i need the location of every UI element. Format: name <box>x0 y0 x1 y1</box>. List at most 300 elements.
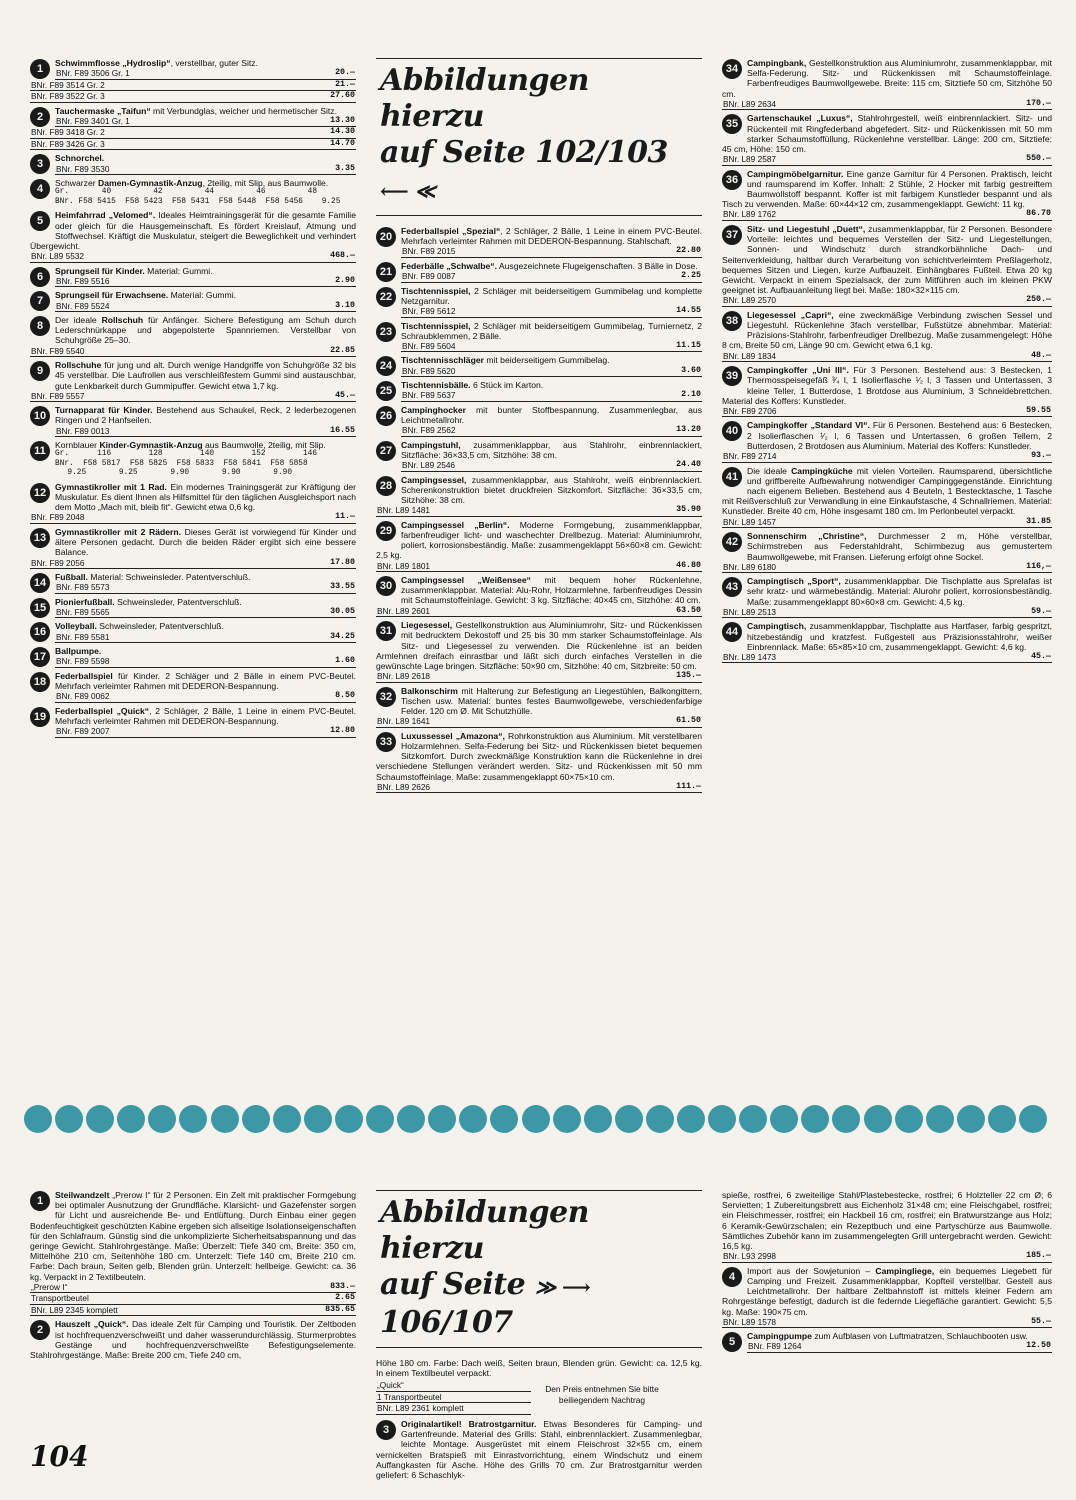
item-text: 2 Schläger mit beiderseitigem Gummibelag und komplette Netzgarnitur. <box>401 285 702 306</box>
item-text: Das ideale Zelt für Camping und Touristik. Der Zeltboden ist hochfrequenzverschweißt und daher wasserundurchlässig. Sturmerprobtes Gestänge und hochfrequenzverschweißte Befestigungselemente. Stahlrohrgestänge. Maße: Breite 200 cm, Tiefe 240 cm, <box>30 1319 356 1360</box>
item-name: Federbälle „Schwalbe“. <box>401 260 497 271</box>
catalog-item <box>722 1331 1052 1353</box>
item-number-badge: 21 <box>376 262 396 282</box>
item-number-badge: 38 <box>722 311 742 331</box>
order-number: BNr. L89 2634 <box>723 98 777 109</box>
item-text: mit beiderseitigem Gummibelag. <box>483 355 610 366</box>
price-row <box>55 607 356 619</box>
item-name: Gartenschaukel „Luxus“, <box>747 113 853 124</box>
price-row <box>401 271 702 283</box>
item-text: zum Aufblasen von Luftmatratzen, Schlauchbooten usw. <box>811 1331 1028 1342</box>
catalog-item <box>30 290 356 312</box>
dot <box>211 1105 239 1133</box>
price: 12.80 <box>330 726 355 736</box>
item-description <box>722 224 1052 295</box>
item-text: Material: Gummi. <box>144 265 213 276</box>
item-number-badge: 1 <box>30 59 50 79</box>
price-row <box>55 276 356 288</box>
header-line-1: Abbildungen hierzu <box>380 63 589 134</box>
price-row <box>722 154 1052 166</box>
price: 170.— <box>1026 98 1051 108</box>
item-number-badge: 18 <box>30 672 50 692</box>
order-number: BNr. F89 2706 <box>723 405 777 416</box>
order-number: 1 Transportbeutel <box>377 1391 442 1402</box>
dot <box>708 1105 736 1133</box>
dot <box>646 1105 674 1133</box>
item-text: , 2teilig, mit Slip, aus Baumwolle. <box>202 178 329 189</box>
catalog-item <box>30 621 356 643</box>
catalog-item <box>722 576 1052 618</box>
item-number-badge: 25 <box>376 381 396 401</box>
section-header-106-107 <box>376 1190 702 1348</box>
item-text: , 2 Schläger, 2 Bälle, 1 Leine in einem PVC-Beutel. Mehrfach verleimter Rahmen mit DEDERON-Bespannung. <box>55 705 356 726</box>
item-text: Material: Schweinsleder. Patentverschluß. <box>87 572 251 583</box>
dot <box>895 1105 923 1133</box>
dot <box>117 1105 145 1133</box>
order-number: BNr. L89 2618 <box>377 671 431 682</box>
catalog-item <box>376 731 702 794</box>
price: 22.85 <box>330 345 355 355</box>
order-number: BNr. F89 5637 <box>402 390 456 401</box>
order-number: „Quick“ <box>377 1380 404 1391</box>
price: 17.80 <box>330 557 355 567</box>
dot <box>366 1105 394 1133</box>
catalog-item <box>30 178 356 207</box>
item-text: eine zweckmäßige Verbindung zwischen Sessel und Liegestuhl. Rückenlehne 3fach verstellbar, Fußstütze abnehmbar. Material: Präzisions-Stahlrohr, farbenfreudiger Drellbezug. Maße zusammengelegt: Höhe 8 cm, Breite 50 cm, Länge 90 cm. Gewicht etwa 6,1 kg. <box>722 309 1052 351</box>
catalog-item <box>722 310 1052 362</box>
price-row <box>30 1293 356 1305</box>
catalog-item <box>30 646 356 668</box>
item-name: Fußball. <box>55 572 88 583</box>
item-number-badge: 8 <box>30 316 50 336</box>
size-table: Gr. 40 42 44 46 48 BNr. F58 5415 F58 5423 F58 5431 F58 5448 F58 5456 9.25 <box>55 188 341 206</box>
item-text: Für 6 Personen. Bestehend aus: 6 Bestecken, 2 Isolierflaschen ¹⁄₂ l, 6 Tassen und Untertassen, 6 großen Tellern, 2 Butterdosen, 2 Brotdosen aus Aluminium. Material des Koffers: Kunstleder. <box>747 420 1052 451</box>
price: 3.10 <box>335 300 355 310</box>
item-text: Schweinsleder, Patentverschluß. <box>96 621 224 632</box>
catalog-item <box>722 466 1052 529</box>
item-number-badge: 15 <box>30 598 50 618</box>
item-number-badge: 31 <box>376 621 396 641</box>
order-number: BNr. L89 2546 <box>402 460 456 471</box>
price: 24.40 <box>676 460 701 470</box>
price: 2.25 <box>681 271 701 281</box>
price: 2.10 <box>681 390 701 400</box>
item-text: Eine ganze Garnitur für 4 Personen. Praktisch, leicht und raumsparend im Koffer. Inhalt: 2 Stühle, 2 Hocker mit farbig gestreiftem Baumwollstoff bespannt. Koffer ist mit farbigem Kunstleder bespannt und als Tisch zu verwenden. Maße: 60×44×12 cm, zusammengeklappt. Gewicht: 11 kg. <box>722 168 1052 210</box>
item-number-badge: 26 <box>376 406 396 426</box>
item-description <box>722 420 1052 451</box>
item-text: Stahlrohrgestell, weiß einbrennlackiert. Sitz- und Rückenteil mit Ringfederband abgefedert. Sitz- und Rückenkissen mit 50 mm starker Schaumstoffüllung, Rückenlehne verstellbar. Länge: 200 cm, Sitztiefe: 45 cm, Höhe: 150 cm. <box>722 113 1052 154</box>
item-name: Campingsessel, <box>401 474 467 485</box>
catalog-item <box>30 266 356 288</box>
item-name: Campinghocker <box>401 404 466 415</box>
item-name: Campingtisch „Sport“, <box>747 576 841 587</box>
price-row <box>30 127 356 139</box>
price-row <box>722 607 1052 619</box>
price: 59.55 <box>1026 405 1051 415</box>
catalog-item <box>30 1319 356 1360</box>
catalog-item <box>376 261 702 283</box>
item-name: Hauszelt „Quick“. <box>55 1319 129 1330</box>
price: 59.— <box>1031 606 1051 616</box>
catalog-item <box>722 420 1052 462</box>
order-number: BNr. L89 6180 <box>723 561 777 572</box>
price: 63.50 <box>676 605 701 615</box>
item-number-badge: 3 <box>376 1420 396 1440</box>
catalog-item <box>376 355 702 377</box>
order-number: BNr. F89 0062 <box>56 691 110 702</box>
price-row <box>55 582 356 594</box>
price: 2.65 <box>335 1293 355 1303</box>
item-number-badge: 29 <box>376 521 396 541</box>
item-number-badge: 37 <box>722 225 742 245</box>
item-number-badge: 40 <box>722 421 742 441</box>
item-text: Schweinsleder, Patentverschluß. <box>114 596 242 607</box>
item-name: Rollschuhe <box>55 360 102 371</box>
order-number: BNr. L89 1578 <box>723 1316 777 1327</box>
catalog-column-3 <box>722 58 1052 666</box>
dot <box>957 1105 985 1133</box>
catalog-item <box>722 621 1052 663</box>
page-number: 104 <box>30 1440 89 1473</box>
item-name: Rollschuh <box>101 315 144 326</box>
item-text: mit bequem hoher Rückenlehne, zusammenklappbar. Material: Alu-Rohr, Holzarmlehne, farbenfreudiges Dessin mit Schaumstoffeinlage. Gewicht: 3 kg. Sitzfläche: 40×45 cm, Sitzhöhe: 40 cm. <box>401 575 702 606</box>
item-text: zusammenklappbar, Tischplatte aus Hartfaser, farbig gespritzt, hitzebeständig und kratzfest. Fußgestell aus Präzisionsstahlrohr, weißer Einbrennlack. Maße: 65×85×10 cm, zusammengeklappt. Gewicht: 4,6 kg. <box>747 621 1052 652</box>
price-row <box>376 671 702 683</box>
order-number: BNr. F89 3514 Gr. 2 <box>31 79 105 90</box>
price: 250.— <box>1026 295 1051 305</box>
dot <box>490 1105 518 1133</box>
item-text: zusammenklappbar, für 2 Personen. Besondere Vorteile: leichtes und bequemes Verstellen der Sitz- und Liegestellungen, Sonnen- und Windschutz durch strandkorbähnliche Dach- und Seitenverkleidung, haltbar durch Verarbeitung von schichtverleimtem Preßlagerholz, bequemes Sitzen und Liegen, kurze Aufbauzeit. Einhängbares Fußteil. Etwa 20 kg Gewicht. Verpackt in einem Spezialsack, der zum Mitführen auch im kleinen PKW geeignet ist. Aufbauanleitung liegt bei. Maße: 180×32×115 cm. <box>722 223 1052 296</box>
price: 12.50 <box>1026 1341 1051 1351</box>
item-number-badge: 4 <box>722 1267 742 1287</box>
price: 8.50 <box>335 691 355 701</box>
price: 27.60 <box>330 91 355 101</box>
catalog-column-5 <box>376 1190 702 1483</box>
dot <box>86 1105 114 1133</box>
dot <box>926 1105 954 1133</box>
dot <box>864 1105 892 1133</box>
price-row <box>376 1403 531 1415</box>
item-name: Campingbank, <box>747 58 807 68</box>
item-prefix: Der ideale <box>55 315 102 326</box>
catalog-item <box>722 169 1052 221</box>
item-description <box>722 466 1052 517</box>
dot <box>428 1105 456 1133</box>
item-name: Campingsessel „Weißensee“ <box>401 575 531 586</box>
price: 35.90 <box>676 505 701 515</box>
price-row <box>30 1305 356 1317</box>
item-name: Sitz- und Liegestuhl „Duett“, <box>747 223 866 234</box>
order-number: BNr. F89 5557 <box>31 390 85 401</box>
order-number: BNr. L89 1834 <box>723 350 777 361</box>
item-text: , verstellbar, guter Sitz. <box>170 58 258 68</box>
item-number-badge: 5 <box>30 211 50 231</box>
price-row <box>722 652 1052 664</box>
item-number-badge: 39 <box>722 366 742 386</box>
catalog-item <box>376 520 702 572</box>
item-description <box>722 1266 1052 1317</box>
item-name: Originalartikel! Bratrostgarnitur. <box>401 1418 537 1429</box>
item-text: Für 3 Personen. Bestehend aus: 3 Bestecken, 1 Thermosspeisegefäß ³⁄₄ l, 1 Isolierflasche ¹⁄₂ l, 3 Tassen und Untertassen, 3 kleine Teller, 1 Butterdose, 1 Brotdose aus Aluminium, 3 Schneidebrettchen. Material des Koffers: Kunstleder. <box>722 365 1053 406</box>
item-name: Tischtennisbälle. <box>401 380 471 391</box>
dot <box>179 1105 207 1133</box>
price-row <box>376 1380 531 1392</box>
order-number: BNr. F89 5581 <box>56 631 110 642</box>
item-text: für Kinder. 2 Schläger und 2 Bälle in einem PVC-Beutel. Mehrfach verleimter Rahmen mit DEDERON-Bespannung. <box>55 670 356 692</box>
price-row <box>401 425 702 437</box>
catalog-item <box>376 575 702 617</box>
item-name: Schnorchel. <box>55 153 105 164</box>
tent-continued-text: Höhe 180 cm. Farbe: Dach weiß, Seiten braun, Blenden grün. Gewicht: ca. 12,5 kg. In einem Textilbeutel verpackt. <box>376 1358 702 1379</box>
item-name: Kinder-Gymnastik-Anzug <box>99 440 203 451</box>
order-number: BNr. F89 2015 <box>402 246 456 257</box>
item-name: Campingpumpe <box>747 1331 812 1342</box>
order-number: BNr. L89 2513 <box>723 606 777 617</box>
item-number-badge: 5 <box>722 1332 742 1352</box>
item-name: Sprungseil für Kinder. <box>55 265 145 276</box>
item-text: Gestellkonstruktion aus Aluminiumrohr, zusammenklappbar, mit Selfa-Federung. Sitz- und Rückenkissen mit Schaumstoffeinlage. Farbenfreudiges Baumwollgewebe. Breite: 115 cm, Sitztiefe 50 cm, Sitzhöhe 50 cm. <box>722 58 1052 99</box>
order-number: BNr. F89 2048 <box>31 512 85 523</box>
price-row <box>401 341 702 353</box>
item-number-badge: 17 <box>30 647 50 667</box>
catalog-item <box>722 113 1052 165</box>
order-number: BNr. L89 2626 <box>377 781 431 792</box>
price-row <box>30 558 356 570</box>
item-number-badge: 43 <box>722 577 742 597</box>
order-number: BNr. L89 1762 <box>723 209 777 220</box>
price-row <box>376 716 702 728</box>
item-number-badge: 16 <box>30 622 50 642</box>
item-description <box>376 520 702 561</box>
catalog-column-2 <box>376 58 702 796</box>
header-line-2: auf Seite 102/103 ⟵ ≪ <box>380 135 668 203</box>
dot <box>770 1105 798 1133</box>
item-number-badge: 10 <box>30 406 50 426</box>
catalog-item <box>30 153 356 175</box>
order-number: BNr. F89 3418 Gr. 2 <box>31 127 105 138</box>
dot <box>832 1105 860 1133</box>
price-row <box>722 406 1052 418</box>
price-row <box>30 1282 356 1294</box>
item-name: Tischtennisschläger <box>401 355 484 366</box>
item-text: Bestehend aus Schaukel, Reck, 2 lederbezogenen Ringen und 2 Hanfseilen. <box>55 405 357 426</box>
price-row <box>30 512 356 524</box>
item-number-badge: 35 <box>722 114 742 134</box>
item-description <box>30 671 356 691</box>
item-name: Luxussessel „Amazona“, <box>401 730 505 741</box>
catalog-item <box>722 58 1052 110</box>
price: 93.— <box>1031 451 1051 461</box>
quick-price-block <box>376 1380 702 1415</box>
price-row <box>722 1251 1052 1263</box>
item-number-badge: 33 <box>376 732 396 752</box>
order-number: BNr. F89 5524 <box>56 300 110 311</box>
arrow-icon: ⟵ ≪ <box>380 179 436 203</box>
item-name: Sprungseil für Erwachsene. <box>55 290 169 301</box>
item-name: Federballspiel „Quick“ <box>55 705 150 716</box>
price: 48.— <box>1031 350 1051 360</box>
dot <box>988 1105 1016 1133</box>
item-description <box>722 576 1052 607</box>
item-text: Durchmesser 2 m, Höhe verstellbar, Schirmstreben aus Federstahldraht, Schirmbezug aus gemustertem Baumwollgewebe, mit Fransen. Lieferung erfolgt ohne Sockel. <box>747 531 1052 562</box>
item-number-badge: 6 <box>30 267 50 287</box>
price: 833.— <box>330 1281 355 1291</box>
item-name: Turnapparat für Kinder. <box>55 405 153 416</box>
order-number: Transportbeutel <box>31 1293 89 1304</box>
item-description <box>722 531 1052 562</box>
catalog-item <box>30 315 356 357</box>
item-text: 6 Stück im Karton. <box>470 380 544 391</box>
item-description <box>30 1190 356 1282</box>
catalog-item <box>30 106 356 151</box>
item-name: Schwimmflosse „Hydroslip“ <box>55 58 171 68</box>
item-name: Tischtennisspiel, <box>401 320 471 331</box>
dot <box>553 1105 581 1133</box>
price-row <box>401 306 702 318</box>
item-text: Etwas Besonderes für Camping- und Gartenfreunde. Material des Grills: Stahl, einbrennlackiert. Zusammenlegbar, leichte Montage. Ausgerüstet mit einem Fleischrost 32×55 cm, einem vernickelten Bratspieß mit Einrastvorrichtung, einem Windschutz und einem Auffangkasten für Asche. Höhe des Grills 70 cm. Zur Bratrostgarnitur werden geliefert: 6 Schaschlyk- <box>376 1418 702 1480</box>
item-prefix: Kornblauer <box>55 440 100 451</box>
dot <box>801 1105 829 1133</box>
price: 13.20 <box>676 425 701 435</box>
price-row <box>722 1317 1052 1329</box>
price-row <box>401 390 702 402</box>
dot <box>148 1105 176 1133</box>
price: 111.— <box>676 781 701 791</box>
item-name: Tauchermaske „Taifun“ <box>55 105 151 116</box>
catalog-item <box>376 405 702 437</box>
price-row <box>722 209 1052 221</box>
catalog-column-4 <box>30 1190 356 1363</box>
item-description <box>30 482 356 513</box>
order-number: BNr. F89 5598 <box>56 656 110 667</box>
item-text: Moderne Formgebung, zusammenklappbar, farbenfreudiger licht- und waschechter Drellbezug. Material: Aluminiumrohr, poliert, korrosionsbeständig. Maße: zusammengeklappt 56×60×8 cm. Gewicht: 2,5 kg. <box>376 519 702 561</box>
price-row <box>55 164 356 176</box>
price-row <box>376 561 702 573</box>
order-number: BNr. F89 2056 <box>31 557 85 568</box>
item-text: aus Baumwolle, 2teilig, mit Slip. <box>202 440 326 451</box>
item-number-badge: 13 <box>30 528 50 548</box>
item-number-badge: 41 <box>722 467 742 487</box>
section-header-102-103 <box>376 58 702 216</box>
item-number-badge: 4 <box>30 179 50 199</box>
order-number: BNr. F89 5573 <box>56 582 110 593</box>
item-number-badge: 7 <box>30 291 50 311</box>
dot <box>55 1105 83 1133</box>
catalog-item <box>722 224 1052 307</box>
price: 86.70 <box>1026 209 1051 219</box>
price: 45.— <box>1031 651 1051 661</box>
header-line-2: auf Seite ≫ ⟶ 106/107 <box>380 1267 591 1340</box>
size-table: Gr. 116 128 140 152 146 BNr. F58 5817 F58 5825 F58 5833 F58 5841 F58 5858 9.25 9.25 9.90 9.90 9.90 <box>55 450 318 478</box>
item-text: zusammenklappbar. Die Tischplatte aus Sprelafas ist sehr kratz- und wärmebeständig. Material: Alurohr poliert, korrosionsbeständig. Maße: zusammengeklappt 80×60×8 cm. Gewicht: 4,5 kg. <box>747 576 1052 607</box>
price: 14.70 <box>330 138 355 148</box>
price-row <box>30 346 356 358</box>
item-number-badge: 27 <box>376 441 396 461</box>
price: 46.80 <box>676 560 701 570</box>
item-description <box>722 58 1052 99</box>
catalog-item <box>722 365 1052 417</box>
price-row <box>401 366 702 378</box>
item-name: Balkonschirm <box>401 685 458 696</box>
item-number-badge: 42 <box>722 532 742 552</box>
price-row <box>747 1341 1052 1353</box>
item-text: „Prerow I“ für 2 Personen. Ein Zelt mit praktischer Formgebung bei optimaler Ausnutzung der Grundfläche. Klarsicht- und Gazefenster sorgen für Licht und ausreichende Be- und Entlüftung. Durch Einbau einer gegen Bodenfeuchtigkeit geschützten Kabine ergeben sich allseitige Isolationseigenschaften für den Schlafraum. Günstig sind die unkomplizierte Sicherheitsabspannung und das geringe Gewicht. Stahlrohrgestänge. Maße: Überzelt: Tiefe 340 cm, Breite: 350 cm, Mittelhöhe 210 cm, Seitenhöhe 180 cm. Unterzelt: Tiefe 140 cm, Breite 210 cm. Farbe: Dach braun, Seiten gelb, Blenden grün. Unterzelt: hellbeige. Gewicht: ca. 36 kg. Verpackt in 2 Textilbeuteln. <box>30 1190 356 1282</box>
price-row <box>722 517 1052 529</box>
item-text: Material: Gummi. <box>168 290 236 301</box>
order-number: BNr. F89 3401 Gr. 1 <box>56 115 130 126</box>
dot <box>304 1105 332 1133</box>
catalog-item <box>722 1190 1052 1263</box>
item-description <box>376 575 702 606</box>
catalog-item <box>722 1266 1052 1329</box>
price-row <box>30 251 356 263</box>
item-name: Federballspiel „Spezial“ <box>401 226 501 236</box>
item-number-badge: 23 <box>376 322 396 342</box>
price: 1.60 <box>335 656 355 666</box>
price: 22.80 <box>676 246 701 256</box>
item-number-badge: 28 <box>376 476 396 496</box>
catalog-item <box>376 620 702 683</box>
item-number-badge: 3 <box>30 154 50 174</box>
item-description <box>30 405 356 425</box>
item-name: Campingkoffer „Standard VI“. <box>747 420 870 431</box>
item-name: Ballpumpe. <box>55 646 102 657</box>
price: 11.15 <box>676 340 701 350</box>
order-number: BNr. L89 2570 <box>723 295 777 306</box>
item-description <box>376 620 702 671</box>
item-name: Campingmöbelgarnitur. <box>747 168 844 179</box>
item-name: Campingstuhl, <box>401 439 461 450</box>
item-text: mit vielen Vorteilen. Raumsparend, übersichtliche und griffbereite Aufbewahrung notwendiger Campinggegenstände. Einrichtung nach eigenem Belieben. Bestehend aus 4 Beuteln, 1 Bestecktasche, 1 Tasche mit Reißverschluß zur Verwandlung in eine Einkaufstasche, 4 Schnallriemen. Material: Kunstleder. Breite 40 cm, Höhe insgesamt 180 cm. Im Perlonbeutel verpackt. <box>722 465 1052 517</box>
order-number: BNr. L89 1641 <box>377 716 431 727</box>
item-number-badge: 11 <box>30 441 50 461</box>
order-number: BNr. L89 2361 komplett <box>377 1403 464 1414</box>
price-row <box>722 451 1052 463</box>
catalog-item <box>30 706 356 738</box>
dot <box>1019 1105 1047 1133</box>
price: 116,— <box>1026 561 1051 571</box>
price-row <box>55 656 356 668</box>
price-row <box>55 116 356 128</box>
item-description <box>376 321 702 341</box>
item-description <box>376 405 702 425</box>
order-number: BNr. F89 2714 <box>723 451 777 462</box>
item-description <box>30 440 356 458</box>
item-text: spieße, rostfrei, 6 zweiteilige Stahl/Plastebestecke, rostfrei; 6 Holzteller 22 cm Ø; 6 Servietten; 1 Zubereitungsbrett aus Eichenholz 31×48 cm; eine Fleischgabel, rostfrei; ein Fleischmesser, rostfrei; ein Hackbeil 16 cm, rostfrei; ein Bratwurstzange aus Holz; 6 Keramik-Gewürzschalen; ein Rezeptbuch und eine Partyschürze aus Baumwolle. Sämtliches Zubehör kann im zusammengelegten Grill untergebracht werden. Gewicht: 16,5 kg. <box>722 1190 1052 1252</box>
item-description <box>376 686 702 717</box>
order-number: BNr. F89 5604 <box>402 340 456 351</box>
catalog-item <box>376 321 702 353</box>
order-number: BNr. F89 5516 <box>56 275 110 286</box>
item-name: Steilwandzelt <box>55 1190 110 1200</box>
item-description <box>376 1419 702 1480</box>
order-number: BNr. F89 5612 <box>402 306 456 317</box>
item-description <box>722 113 1052 154</box>
item-name: Sonnenschirm „Christine“, <box>747 531 867 542</box>
order-number: BNr. F89 5620 <box>402 365 456 376</box>
item-text: 2 Schläger mit beiderseitigem Gummibelag, Turniernetz, 2 Schraubklemmen, 2 Bälle. <box>401 320 702 341</box>
order-number: BNr. F89 5540 <box>31 345 85 356</box>
item-description <box>30 1319 356 1360</box>
item-name: Gymnastikroller mit 1 Rad. <box>55 481 167 492</box>
price-row <box>55 726 356 738</box>
dot <box>615 1105 643 1133</box>
item-description <box>30 315 356 346</box>
order-number: BNr. L93 2998 <box>723 1251 777 1262</box>
catalog-item <box>376 286 702 318</box>
dot-divider <box>24 1105 1064 1133</box>
order-number: BNr. F89 0013 <box>56 425 110 436</box>
